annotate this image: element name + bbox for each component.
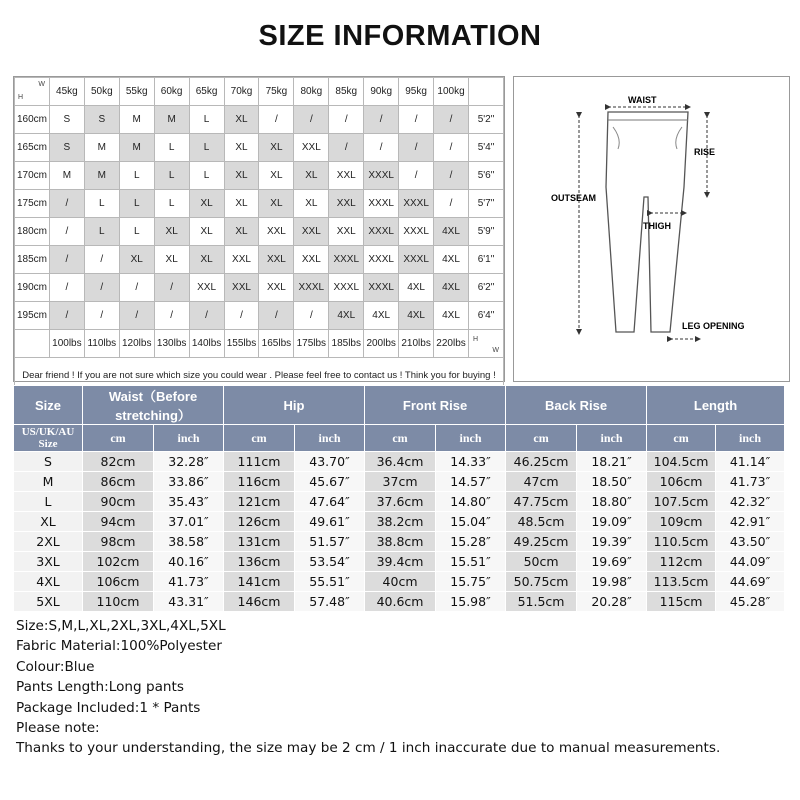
measurement-cell: 109cm — [647, 512, 716, 532]
grid-feet-label: 5'6" — [468, 162, 503, 190]
grid-size-cell: XXXL — [364, 246, 399, 274]
grid-lbs-label: 155lbs — [224, 330, 259, 358]
outseam-label: OUTSEAM — [551, 193, 596, 203]
measurement-cell: 102cm — [83, 552, 154, 572]
grid-lbs-label: 200lbs — [364, 330, 399, 358]
measurement-cell: 53.54″ — [295, 552, 365, 572]
measurement-cell: 55.51″ — [295, 572, 365, 592]
measurement-cell: 41.14″ — [716, 452, 785, 472]
grid-weight-header: 90kg — [364, 78, 399, 106]
grid-size-cell: / — [84, 246, 119, 274]
grid-feet-label: 6'4" — [468, 302, 503, 330]
grid-row — [15, 274, 504, 302]
grid-row — [15, 134, 504, 162]
grid-lbs-label: 110lbs — [84, 330, 119, 358]
size-chart-grid — [13, 76, 505, 382]
grid-weight-header: 80kg — [294, 78, 329, 106]
measurement-cell: 82cm — [83, 452, 154, 472]
grid-weight-header: 100kg — [434, 78, 469, 106]
measurement-cell: 47.75cm — [506, 492, 577, 512]
grid-size-cell: S — [49, 106, 84, 134]
size-label: 4XL — [14, 572, 83, 592]
grid-size-cell: XXXL — [364, 218, 399, 246]
measurement-cell: 41.73″ — [716, 472, 785, 492]
grid-size-cell: XL — [294, 162, 329, 190]
measurement-cell: 110cm — [83, 592, 154, 612]
header-length: Length — [647, 386, 785, 425]
grid-row — [15, 218, 504, 246]
grid-height-label: 160cm — [15, 106, 50, 134]
grid-weight-header: 50kg — [84, 78, 119, 106]
grid-size-cell: L — [119, 190, 154, 218]
grid-size-cell: 4XL — [434, 302, 469, 330]
size-label: S — [14, 452, 83, 472]
grid-size-cell: XXL — [259, 246, 294, 274]
measurement-cell: 86cm — [83, 472, 154, 492]
header-size: Size — [14, 386, 83, 425]
grid-size-cell: L — [119, 218, 154, 246]
grid-size-cell: L — [84, 218, 119, 246]
grid-size-cell: S — [84, 106, 119, 134]
grid-size-cell: XXXL — [399, 246, 434, 274]
header-hip: Hip — [224, 386, 365, 425]
grid-lbs-row — [15, 330, 504, 358]
measurement-cell: 146cm — [224, 592, 295, 612]
grid-size-cell: XXL — [259, 218, 294, 246]
measurement-cell: 131cm — [224, 532, 295, 552]
grid-lbs-label: 130lbs — [154, 330, 189, 358]
grid-size-cell: 4XL — [329, 302, 364, 330]
grid-lbs-label: 120lbs — [119, 330, 154, 358]
grid-size-cell: 4XL — [364, 302, 399, 330]
measurement-cell: 19.39″ — [577, 532, 647, 552]
unit-cm: cm — [365, 425, 436, 452]
info-line: Package Included:1 * Pants — [16, 699, 201, 716]
grid-feet-label: 6'1" — [468, 246, 503, 274]
grid-size-cell: XL — [294, 190, 329, 218]
measurement-cell: 18.80″ — [577, 492, 647, 512]
grid-size-cell: / — [329, 106, 364, 134]
grid-size-cell: / — [434, 106, 469, 134]
measurement-cell: 90cm — [83, 492, 154, 512]
grid-lbs-label: 185lbs — [329, 330, 364, 358]
grid-height-label: 195cm — [15, 302, 50, 330]
measurement-cell: 38.58″ — [154, 532, 224, 552]
measurement-cell: 112cm — [647, 552, 716, 572]
grid-size-cell: / — [119, 302, 154, 330]
measurement-cell: 40cm — [365, 572, 436, 592]
measurement-cell: 15.51″ — [436, 552, 506, 572]
grid-size-cell: XXL — [224, 274, 259, 302]
grid-size-cell: L — [154, 190, 189, 218]
product-info — [16, 616, 720, 759]
grid-size-cell: / — [434, 134, 469, 162]
measurement-cell: 50.75cm — [506, 572, 577, 592]
measurement-cell: 39.4cm — [365, 552, 436, 572]
measurement-cell: 19.09″ — [577, 512, 647, 532]
grid-corner: H W — [468, 330, 503, 358]
measurement-cell: 14.57″ — [436, 472, 506, 492]
measurement-cell: 44.69″ — [716, 572, 785, 592]
grid-size-cell: / — [399, 106, 434, 134]
grid-size-cell: 4XL — [399, 302, 434, 330]
grid-size-cell: / — [154, 274, 189, 302]
measurement-cell: 136cm — [224, 552, 295, 572]
measurement-cell: 43.31″ — [154, 592, 224, 612]
grid-size-cell: / — [49, 218, 84, 246]
measurement-cell: 18.50″ — [577, 472, 647, 492]
grid-size-cell: / — [434, 190, 469, 218]
measurement-cell: 44.09″ — [716, 552, 785, 572]
measurement-cell: 38.2cm — [365, 512, 436, 532]
size-label: XL — [14, 512, 83, 532]
header-front-rise: Front Rise — [365, 386, 506, 425]
size-label: 3XL — [14, 552, 83, 572]
info-line: Pants Length:Long pants — [16, 679, 184, 696]
grid-size-cell: XXXL — [364, 162, 399, 190]
measurement-cell: 40.6cm — [365, 592, 436, 612]
info-line: Size:S,M,L,XL,2XL,3XL,4XL,5XL — [16, 618, 226, 634]
grid-size-cell: / — [49, 190, 84, 218]
info-line: Thanks to your understanding, the size may be 2 cm / 1 inch inaccurate due to manual measurements. — [16, 740, 721, 757]
grid-size-cell: M — [49, 162, 84, 190]
grid-size-cell: XXXL — [399, 190, 434, 218]
grid-lbs-label: 210lbs — [399, 330, 434, 358]
grid-empty — [15, 330, 50, 358]
unit-cm: cm — [224, 425, 295, 452]
grid-size-cell: / — [154, 302, 189, 330]
measurement-cell: 40.16″ — [154, 552, 224, 572]
size-measurement-table — [13, 385, 785, 612]
thigh-label: THIGH — [643, 221, 671, 231]
measurement-cell: 37.01″ — [154, 512, 224, 532]
measurement-cell: 110.5cm — [647, 532, 716, 552]
measurement-cell: 32.28″ — [154, 452, 224, 472]
measurement-cell: 51.5cm — [506, 592, 577, 612]
grid-size-cell: XL — [119, 246, 154, 274]
header-us-uk-au-size: US/UK/AU Size — [14, 425, 83, 452]
measurement-cell: 48.5cm — [506, 512, 577, 532]
unit-inch: inch — [716, 425, 785, 452]
grid-size-cell: 4XL — [434, 274, 469, 302]
measurement-cell: 14.33″ — [436, 452, 506, 472]
measurement-cell: 20.28″ — [577, 592, 647, 612]
unit-cm: cm — [506, 425, 577, 452]
grid-weight-header: 45kg — [49, 78, 84, 106]
grid-lbs-label: 165lbs — [259, 330, 294, 358]
grid-size-cell: L — [154, 162, 189, 190]
header-waist: Waist（Before stretching） — [83, 386, 224, 425]
grid-size-cell: / — [294, 302, 329, 330]
grid-size-cell: XL — [259, 134, 294, 162]
grid-row — [15, 190, 504, 218]
grid-size-cell: M — [119, 134, 154, 162]
grid-size-cell: / — [399, 162, 434, 190]
grid-weight-header: 70kg — [224, 78, 259, 106]
measurement-cell: 115cm — [647, 592, 716, 612]
table-row — [14, 512, 785, 532]
grid-size-cell: XXL — [294, 134, 329, 162]
grid-feet-label: 6'2" — [468, 274, 503, 302]
table-row — [14, 592, 785, 612]
grid-lbs-label: 140lbs — [189, 330, 224, 358]
grid-corner: H W — [15, 78, 50, 106]
measurement-cell: 43.50″ — [716, 532, 785, 552]
measurement-cell: 113.5cm — [647, 572, 716, 592]
grid-size-cell: XL — [259, 190, 294, 218]
grid-size-cell: XXL — [189, 274, 224, 302]
grid-size-cell: M — [154, 106, 189, 134]
measurement-cell: 37cm — [365, 472, 436, 492]
unit-inch: inch — [577, 425, 647, 452]
grid-size-cell: XXXL — [364, 274, 399, 302]
table-row — [14, 472, 785, 492]
grid-size-cell: XXXL — [329, 274, 364, 302]
measurement-cell: 50cm — [506, 552, 577, 572]
grid-size-cell: L — [119, 162, 154, 190]
info-line: Fabric Material:100%Polyester — [16, 638, 222, 655]
grid-size-cell: L — [154, 134, 189, 162]
grid-height-label: 180cm — [15, 218, 50, 246]
grid-size-cell: / — [329, 134, 364, 162]
grid-size-cell: / — [224, 302, 259, 330]
grid-size-cell: L — [189, 134, 224, 162]
grid-size-cell: XL — [154, 218, 189, 246]
size-label: L — [14, 492, 83, 512]
grid-size-cell: / — [364, 106, 399, 134]
grid-size-cell: XL — [189, 218, 224, 246]
grid-size-cell: 4XL — [434, 218, 469, 246]
grid-row — [15, 106, 504, 134]
grid-size-cell: XXL — [329, 190, 364, 218]
measurement-cell: 107.5cm — [647, 492, 716, 512]
grid-size-cell: XXL — [224, 246, 259, 274]
info-line: Colour:Blue — [16, 658, 95, 675]
measurement-cell: 36.4cm — [365, 452, 436, 472]
grid-lbs-label: 100lbs — [49, 330, 84, 358]
waist-label: WAIST — [628, 95, 657, 105]
measurement-cell: 37.6cm — [365, 492, 436, 512]
measurement-cell: 33.86″ — [154, 472, 224, 492]
measurement-cell: 14.80″ — [436, 492, 506, 512]
grid-feet-label: 5'9" — [468, 218, 503, 246]
grid-height-label: 165cm — [15, 134, 50, 162]
grid-size-cell: / — [49, 302, 84, 330]
measurement-cell: 47cm — [506, 472, 577, 492]
measurement-cell: 51.57″ — [295, 532, 365, 552]
grid-size-cell: / — [259, 106, 294, 134]
grid-size-cell: XL — [224, 106, 259, 134]
grid-size-cell: XXXL — [399, 218, 434, 246]
grid-lbs-label: 220lbs — [434, 330, 469, 358]
table-row — [14, 452, 785, 472]
grid-size-cell: L — [84, 190, 119, 218]
grid-size-cell: / — [294, 106, 329, 134]
table-row — [14, 552, 785, 572]
grid-size-cell: XL — [189, 246, 224, 274]
measurement-cell: 35.43″ — [154, 492, 224, 512]
unit-cm: cm — [83, 425, 154, 452]
table-row — [14, 572, 785, 592]
grid-size-cell: L — [189, 162, 224, 190]
info-line: Please note: — [16, 720, 100, 737]
measurement-cell: 41.73″ — [154, 572, 224, 592]
grid-weight-header: 75kg — [259, 78, 294, 106]
measurement-cell: 47.64″ — [295, 492, 365, 512]
unit-inch: inch — [154, 425, 224, 452]
grid-size-cell: / — [49, 246, 84, 274]
grid-feet-label: 5'7" — [468, 190, 503, 218]
rise-label: RISE — [694, 147, 716, 157]
grid-row — [15, 246, 504, 274]
unit-inch: inch — [295, 425, 365, 452]
measurement-cell: 57.48″ — [295, 592, 365, 612]
grid-size-cell: / — [364, 134, 399, 162]
measurement-cell: 43.70″ — [295, 452, 365, 472]
grid-size-cell: / — [49, 274, 84, 302]
measurement-cell: 121cm — [224, 492, 295, 512]
grid-size-cell: XL — [154, 246, 189, 274]
grid-size-cell: XXL — [294, 218, 329, 246]
grid-size-cell: / — [399, 134, 434, 162]
grid-size-cell: / — [119, 274, 154, 302]
grid-size-cell: L — [189, 106, 224, 134]
grid-size-cell: XL — [189, 190, 224, 218]
grid-height-label: 190cm — [15, 274, 50, 302]
grid-size-cell: XXL — [329, 218, 364, 246]
measurement-cell: 49.61″ — [295, 512, 365, 532]
measurement-cell: 15.04″ — [436, 512, 506, 532]
grid-size-cell: XXXL — [364, 190, 399, 218]
grid-size-cell: XXL — [329, 162, 364, 190]
grid-size-cell: XXL — [294, 246, 329, 274]
grid-weight-header: 55kg — [119, 78, 154, 106]
measurement-cell: 15.98″ — [436, 592, 506, 612]
grid-feet-label: 5'4" — [468, 134, 503, 162]
grid-size-cell: 4XL — [399, 274, 434, 302]
size-label: 5XL — [14, 592, 83, 612]
measurement-cell: 104.5cm — [647, 452, 716, 472]
grid-header-row — [15, 78, 504, 106]
measurement-cell: 45.28″ — [716, 592, 785, 612]
size-label: 2XL — [14, 532, 83, 552]
grid-feet-label: 5'2" — [468, 106, 503, 134]
measurement-cell: 106cm — [83, 572, 154, 592]
grid-size-cell: XL — [224, 218, 259, 246]
grid-size-cell: / — [84, 274, 119, 302]
measurement-cell: 141cm — [224, 572, 295, 592]
grid-row — [15, 162, 504, 190]
grid-size-cell: M — [84, 134, 119, 162]
grid-weight-header: 60kg — [154, 78, 189, 106]
grid-lbs-label: 175lbs — [294, 330, 329, 358]
unit-inch: inch — [436, 425, 506, 452]
grid-size-cell: XL — [259, 162, 294, 190]
grid-size-cell: XXL — [259, 274, 294, 302]
grid-size-cell: S — [49, 134, 84, 162]
measurement-cell: 15.28″ — [436, 532, 506, 552]
unit-cm: cm — [647, 425, 716, 452]
grid-size-cell: M — [84, 162, 119, 190]
grid-height-label: 170cm — [15, 162, 50, 190]
grid-size-cell: XL — [224, 162, 259, 190]
measurement-cell: 106cm — [647, 472, 716, 492]
grid-size-cell: 4XL — [434, 246, 469, 274]
grid-row — [15, 302, 504, 330]
measurement-cell: 45.67″ — [295, 472, 365, 492]
grid-size-cell: M — [119, 106, 154, 134]
grid-height-label: 185cm — [15, 246, 50, 274]
pants-diagram — [513, 76, 790, 382]
grid-weight-header: 65kg — [189, 78, 224, 106]
measurement-cell: 98cm — [83, 532, 154, 552]
measurement-cell: 18.21″ — [577, 452, 647, 472]
page-title: SIZE INFORMATION — [258, 20, 542, 52]
measurement-cell: 116cm — [224, 472, 295, 492]
measurement-cell: 126cm — [224, 512, 295, 532]
leg-opening-label: LEG OPENING — [682, 321, 745, 331]
measurement-cell: 15.75″ — [436, 572, 506, 592]
measurement-cell: 19.69″ — [577, 552, 647, 572]
grid-size-cell: / — [189, 302, 224, 330]
table-row — [14, 492, 785, 512]
grid-weight-header: 85kg — [329, 78, 364, 106]
measurement-cell: 38.8cm — [365, 532, 436, 552]
grid-size-cell: XL — [224, 190, 259, 218]
grid-size-cell: / — [84, 302, 119, 330]
grid-note: Dear friend ! If you are not sure which size you could wear . Please feel free to contact us ! Think you for buying ! — [15, 358, 504, 393]
measurement-cell: 46.25cm — [506, 452, 577, 472]
grid-weight-header: 95kg — [399, 78, 434, 106]
header-back-rise: Back Rise — [506, 386, 647, 425]
grid-height-label: 175cm — [15, 190, 50, 218]
grid-size-cell: XL — [224, 134, 259, 162]
size-label: M — [14, 472, 83, 492]
measurement-cell: 49.25cm — [506, 532, 577, 552]
grid-empty — [468, 78, 503, 106]
grid-size-cell: XXXL — [329, 246, 364, 274]
measurement-cell: 111cm — [224, 452, 295, 472]
table-row — [14, 532, 785, 552]
grid-size-cell: / — [259, 302, 294, 330]
measurement-cell: 94cm — [83, 512, 154, 532]
measurement-cell: 19.98″ — [577, 572, 647, 592]
measurement-cell: 42.91″ — [716, 512, 785, 532]
grid-size-cell: / — [434, 162, 469, 190]
measurement-cell: 42.32″ — [716, 492, 785, 512]
pants-outline-icon — [514, 77, 789, 381]
grid-size-cell: XXXL — [294, 274, 329, 302]
